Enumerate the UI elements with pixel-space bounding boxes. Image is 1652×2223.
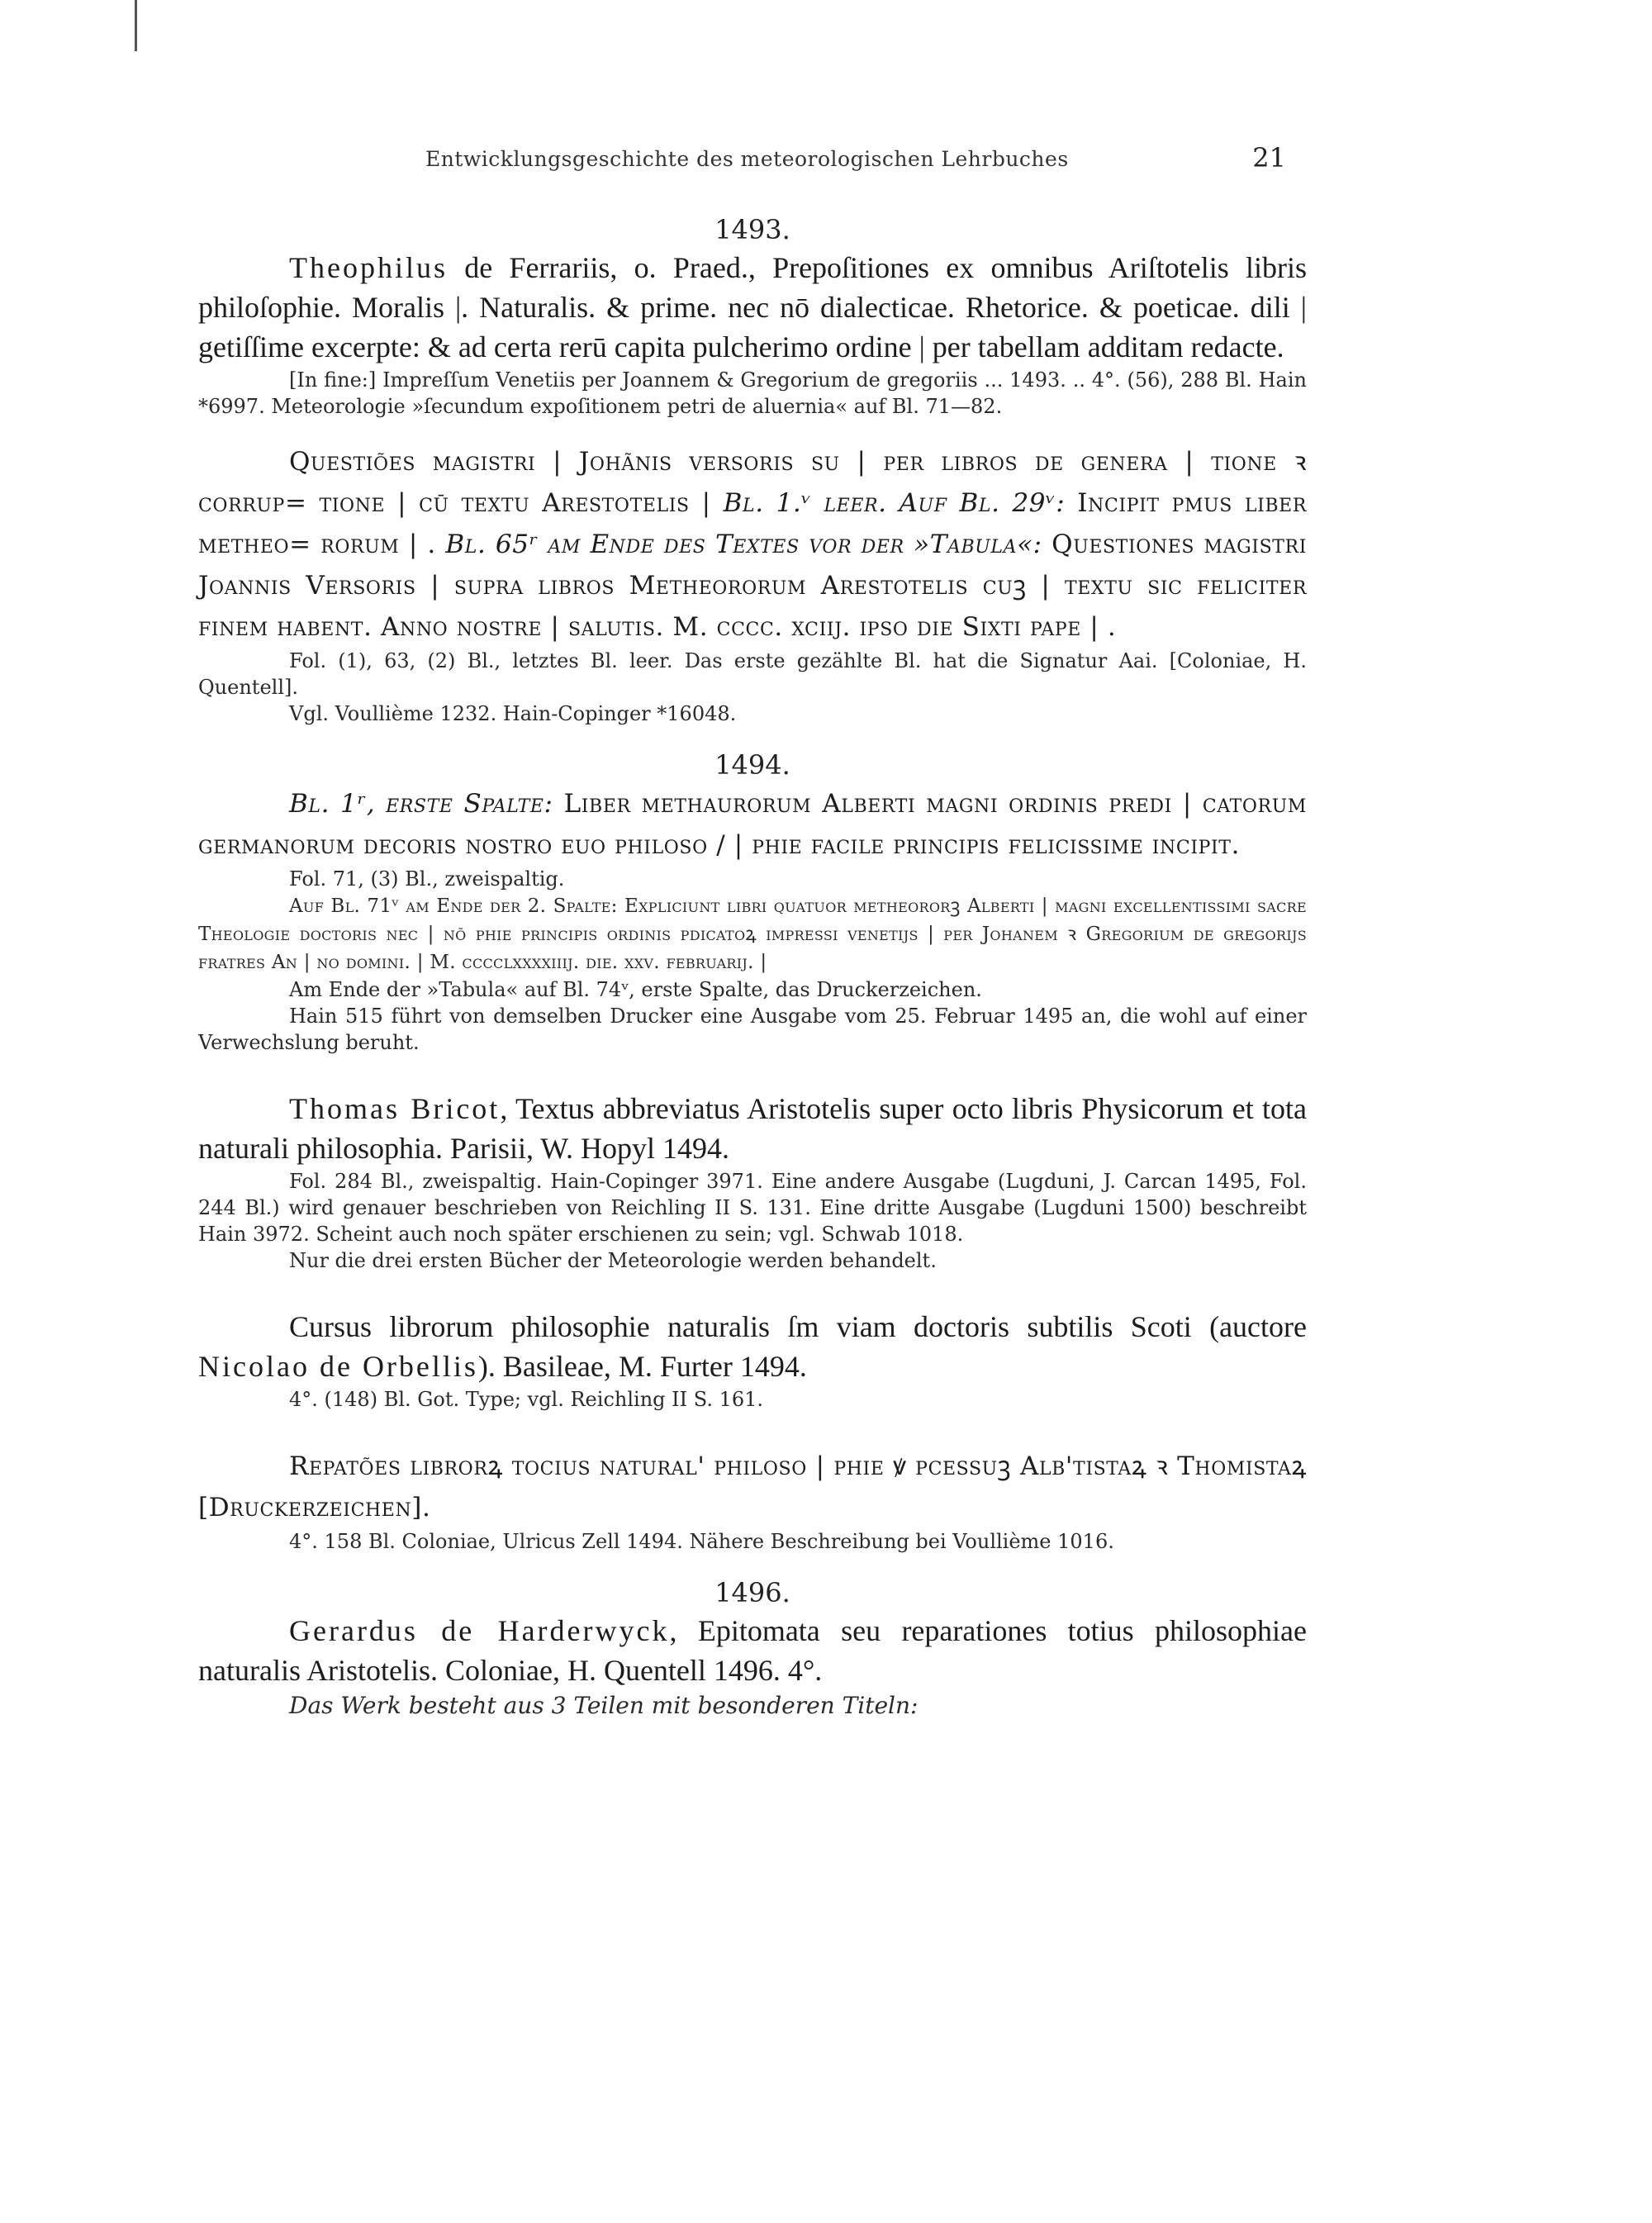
colophon-lead: Auf Bl. 71ᵛ am Ende der 2. Spalte: xyxy=(289,895,618,917)
colophon-note xyxy=(198,892,1307,976)
year-heading-1493: 1493. xyxy=(714,214,790,245)
title-text: de Ferrariis, o. Praed., Prepoſitiones ex omnibus Ariſtotelis libris philoſophie. Moralis |. Naturalis. & prime. nec nō dialecticae. Rhetorice. & poeticae. dili | getiſſime excerpte: & ad certa rerū capita pulcherimo ordine | per tabellam additam redacte. xyxy=(198,251,1307,363)
blackletter-text: Queſtiones magiſtri Joannis Verſoris | ſupra libros Metheororum Areſtotelis cuꝫ | textu ſic feliciter finem habent. Anno noſtre | ſalutis. M. cccc. xciij. ipſo die Sixti pape | . xyxy=(198,530,1307,642)
bibliographic-note: Am Ende der »Tabula« auf Bl. 74ᵛ, erste Spalte, das Druckerzeichen. xyxy=(289,978,982,1001)
bibliographic-note: Hain 515 führt von demselben Drucker eine Ausgabe vom 25. Februar 1495 an, die wohl auf einer Verwechslung beruht. xyxy=(198,1005,1307,1054)
italic-note: Das Werk besteht aus 3 Teilen mit besonderen Titeln: xyxy=(289,1692,919,1719)
entry-versoris xyxy=(198,441,1307,727)
colophon-text: Expliciunt libri quatuor metheororꝫ Alberti | magni excellentiſſimi ſacre Theologie doctoris nec | nō phie principis ordinis pdicatoꝝ impreſſi venetijs | per Johanem ꝛ Gregorium de gregorijs fratres An | no domini. | M. cccclxxxxiiij. die. xxv. februarij. | xyxy=(198,895,1307,973)
bibliographic-note: Nur die drei ersten Bücher der Meteorologie werden behandelt. xyxy=(289,1249,937,1272)
bibliographic-note: 4°. 158 Bl. Coloniae, Ulricus Zell 1494. Nähere Beschreibung bei Voullième 1016. xyxy=(289,1530,1114,1553)
entry-cursus xyxy=(198,1307,1307,1413)
entry-title xyxy=(198,248,1307,367)
margin-line xyxy=(135,0,137,51)
author-name: Nicolao de Orbellis xyxy=(198,1350,478,1383)
bibliographic-note: [In fine:] Impreſſum Venetiis per Joannem & Gregorium de gregoriis ... 1493. .. 4°. (56), 288 Bl. Hain *6997. Meteorologie »ſecundum expoſitionem petri de aluernia« auf Bl. 71—82. xyxy=(198,368,1307,418)
title-text: , Textus abbreviatus Aristotelis super octo libris Physicorum et tota naturali philosophia. Parisii, W. Hopyl 1494. xyxy=(198,1092,1308,1165)
title-text: Cursus librorum philosophie naturalis ſm viam doctoris subtilis Scoti (auctore xyxy=(289,1310,1307,1343)
blackletter-title xyxy=(198,783,1307,866)
italic-remark: Bl. 65ʳ am Ende des Textes vor der »Tabula«: xyxy=(445,530,1042,559)
running-title: Entwicklungsgeschichte des meteorologischen Lehrbuches xyxy=(425,147,1069,171)
entry-theophilus xyxy=(198,248,1307,420)
blackletter-text: Liber methaurorum Alberti magni ordinis predi | catorum germanorum decoris noſtro euo philoſo / | phie facile principis feliciſſime incipit. xyxy=(198,789,1307,860)
page-header xyxy=(219,142,1293,183)
entry-albertus xyxy=(198,783,1307,1056)
bibliographic-note: Fol. (1), 63, (2) Bl., letztes Bl. leer. Das erste gezählte Bl. hat die Signatur Aai. [Coloniae, H. Quentell]. xyxy=(198,649,1307,699)
entry-title xyxy=(198,1089,1307,1168)
blackletter-text: Incipit pmus liber metheo= rorum | . xyxy=(198,488,1307,559)
year-heading-1494: 1494. xyxy=(714,749,790,781)
title-text: ). Basileae, M. Furter 1494. xyxy=(477,1350,807,1383)
italic-remark: Bl. 1.ᵛ leer. Auf Bl. 29ᵛ: xyxy=(723,488,1066,518)
bibliographic-note: Fol. 71, (3) Bl., zweispaltig. xyxy=(289,867,565,891)
entry-gerardus xyxy=(198,1611,1307,1722)
bibliographic-note: 4°. (148) Bl. Got. Type; vgl. Reichling II S. 161. xyxy=(289,1388,764,1411)
entry-bricot xyxy=(198,1089,1307,1274)
author-name: Thomas Bricot xyxy=(289,1092,501,1125)
page-number: 21 xyxy=(1252,142,1286,173)
title-text: , Epitomata seu reparationes totius philosophiae naturalis Aristotelis. Coloniae, H. Quentell 1496. 4°. xyxy=(198,1614,1307,1687)
blackletter-text: Repatões librorꝝ tocius natural' philoſo | phie ꝟ pceſſuꝫ Alb'tiſtaꝝ ꝛ Thomiſtaꝝ xyxy=(289,1451,1307,1481)
printer-mark-label: [Druckerzeichen]. xyxy=(198,1493,431,1522)
author-name: Theophilus xyxy=(289,251,448,284)
bibliographic-note: Fol. 284 Bl., zweispaltig. Hain-Copinger 3971. Eine andere Ausgabe (Lugduni, J. Carcan 1495, Fol. 244 Bl.) wird genauer beschrieben von Reichling II S. 131. Eine dritte Ausgabe (Lugduni 1500) beschreibt Hain 3972. Scheint auch noch später erschienen zu sein; vgl. Schwab 1018. xyxy=(198,1170,1307,1246)
page-body xyxy=(198,207,1307,1743)
blackletter-text: Queſtiões magiſtri | Johãnis verſoris ſu | per libros de genera | tione ꝛ corrup= tione | cū textu Areſtotelis | xyxy=(198,447,1307,518)
entry-reparationes xyxy=(198,1446,1307,1555)
year-heading-1496: 1496. xyxy=(714,1577,790,1608)
blackletter-title xyxy=(198,441,1307,648)
italic-remark: Bl. 1ʳ, erste Spalte: xyxy=(289,789,553,819)
author-name: Gerardus de Harderwyck xyxy=(289,1614,670,1647)
entry-title xyxy=(198,1307,1307,1386)
bibliographic-note: Vgl. Voullième 1232. Hain-Copinger *16048. xyxy=(289,702,737,725)
blackletter-title xyxy=(198,1446,1307,1528)
entry-title xyxy=(198,1611,1307,1690)
